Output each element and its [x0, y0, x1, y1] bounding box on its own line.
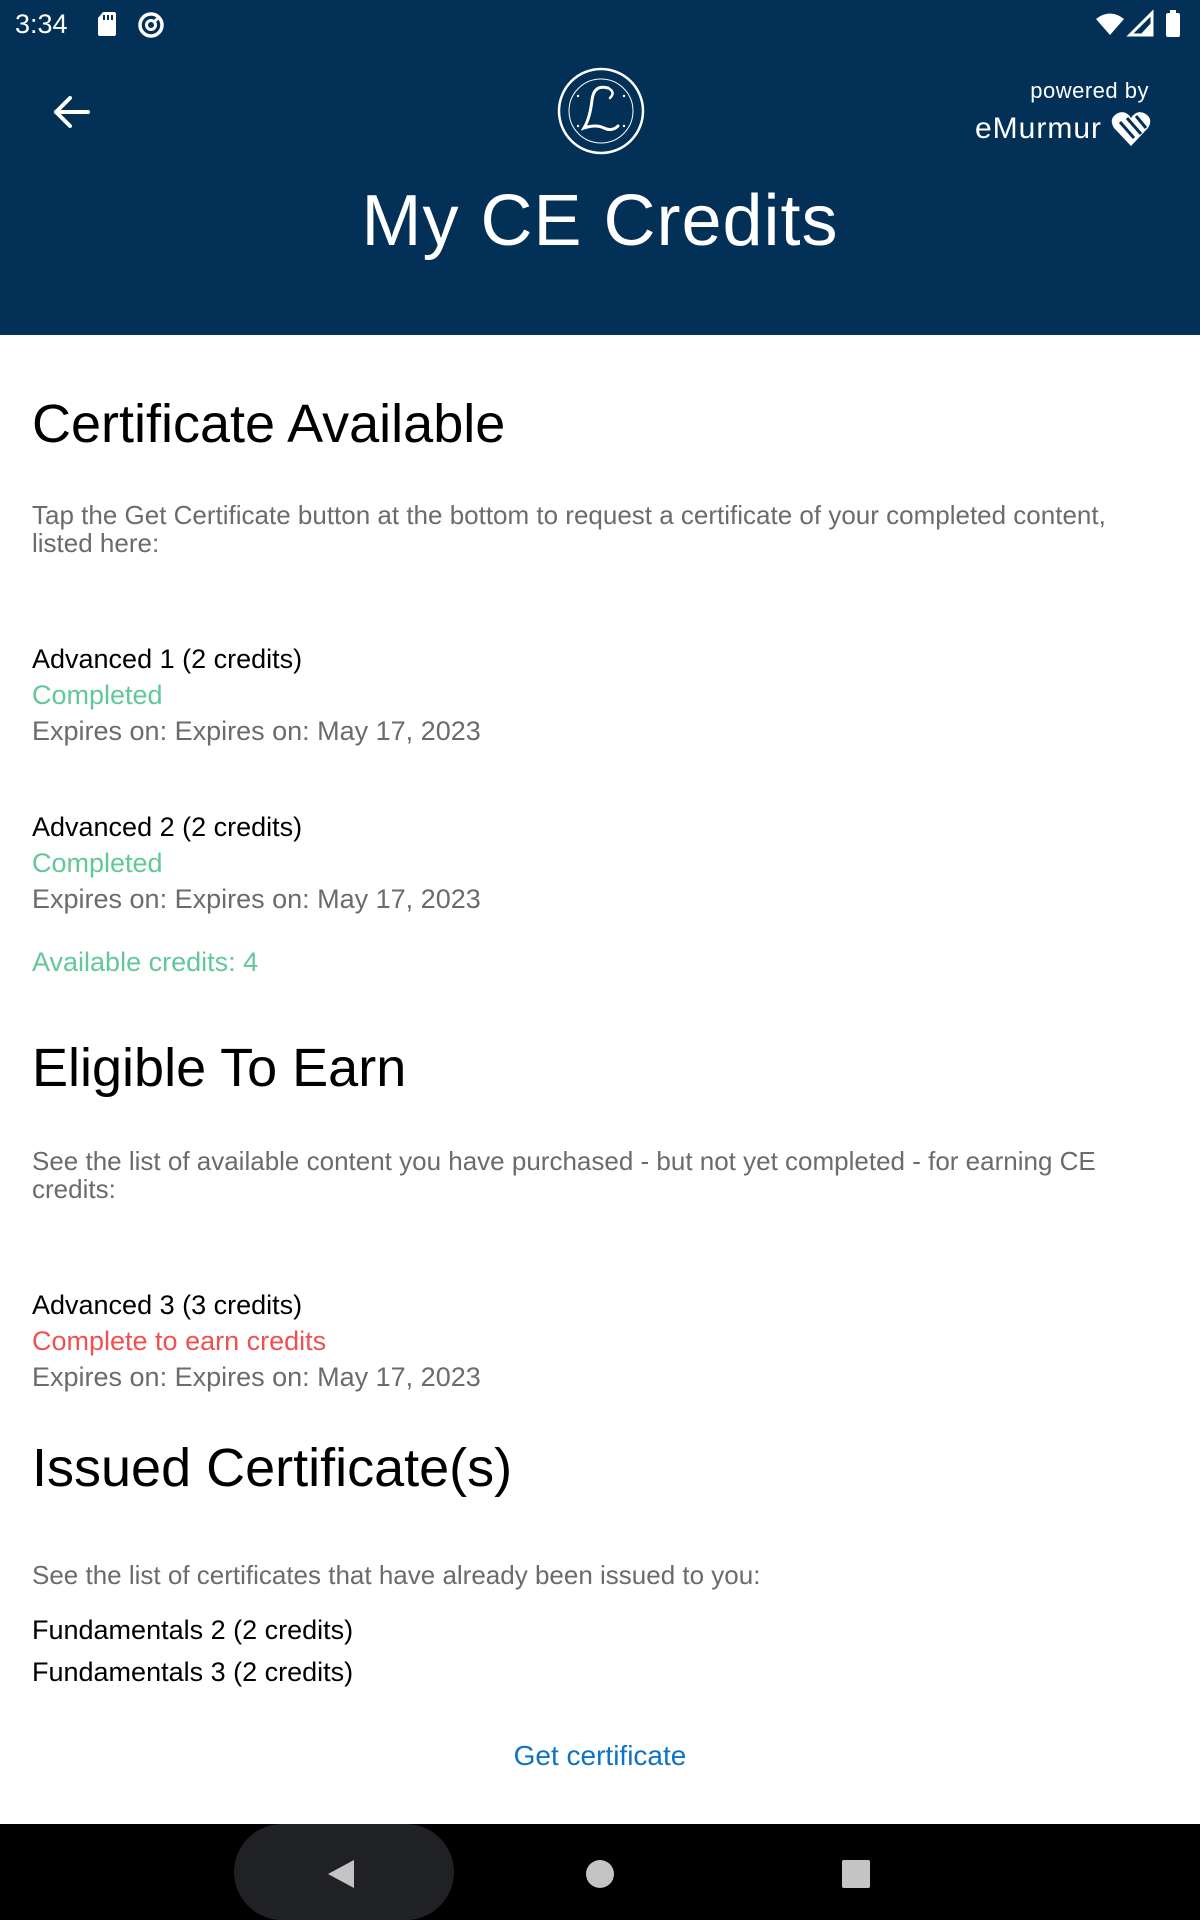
- course-name: Advanced 1 (2 credits): [32, 644, 303, 674]
- emurmur-heart-icon: [1110, 108, 1152, 150]
- issued-certificates-description: See the list of certificates that have already been issued to you:: [32, 1560, 761, 1590]
- back-button[interactable]: [42, 82, 102, 142]
- course-name: Advanced 3 (3 credits): [32, 1290, 303, 1320]
- data-saver-icon: [137, 11, 165, 39]
- nav-home-icon[interactable]: [584, 1858, 616, 1890]
- certificate-available-description: Tap the Get Certificate button at the bottom to request a certificate of your completed content, listed here:: [32, 500, 1106, 558]
- eligible-to-earn-title: Eligible To Earn: [32, 1038, 407, 1098]
- issued-certificate-item-clipped: [0, 1657, 1200, 1687]
- course-expiry: Expires on: Expires on: May 17, 2023: [32, 884, 481, 914]
- powered-by-label: powered by: [1030, 78, 1149, 103]
- status-time: 3:34: [15, 9, 68, 39]
- issued-certificates-title: Issued Certificate(s): [32, 1438, 513, 1498]
- course-status: Completed: [32, 680, 163, 710]
- eligible-to-earn-description: See the list of available content you have purchased - but not yet completed - for earning CE credits:: [32, 1146, 1096, 1204]
- course-status: Completed: [32, 848, 163, 878]
- scroll-content[interactable]: [0, 335, 1200, 1687]
- status-bar: [0, 0, 1200, 50]
- powered-by: [975, 78, 1152, 150]
- course-name: Advanced 2 (2 credits): [32, 812, 303, 842]
- available-credits: Available credits: 4: [32, 947, 259, 977]
- certificate-available-title: Certificate Available: [32, 394, 506, 454]
- list-item: [32, 641, 1132, 749]
- course-expiry: Expires on: Expires on: May 17, 2023: [32, 716, 481, 746]
- course-status: Complete to earn credits: [32, 1326, 327, 1356]
- cellular-signal-icon: [1128, 12, 1154, 36]
- battery-icon: [1165, 10, 1181, 38]
- littmann-logo-icon: [556, 66, 646, 156]
- wifi-icon: [1095, 12, 1125, 36]
- issued-certificate-item: Fundamentals 3 (2 credits): [32, 1657, 354, 1687]
- emurmur-brand: eMurmur: [974, 112, 1102, 145]
- app-header: [0, 0, 1200, 335]
- list-item: [32, 809, 1132, 917]
- course-expiry: Expires on: Expires on: May 17, 2023: [32, 1362, 481, 1392]
- nav-recents-icon[interactable]: [840, 1858, 872, 1890]
- issued-certificate-item: Fundamentals 2 (2 credits): [32, 1615, 354, 1645]
- list-item: [32, 1287, 1132, 1395]
- arrow-left-icon[interactable]: [42, 82, 102, 142]
- sd-card-icon: [97, 11, 117, 37]
- page-title: My CE Credits: [361, 181, 839, 261]
- powered-by-brand-row: [975, 108, 1152, 150]
- nav-back-icon[interactable]: [326, 1858, 356, 1890]
- system-navigation-bar: [0, 1824, 1200, 1920]
- get-certificate-button[interactable]: Get certificate: [513, 1740, 687, 1771]
